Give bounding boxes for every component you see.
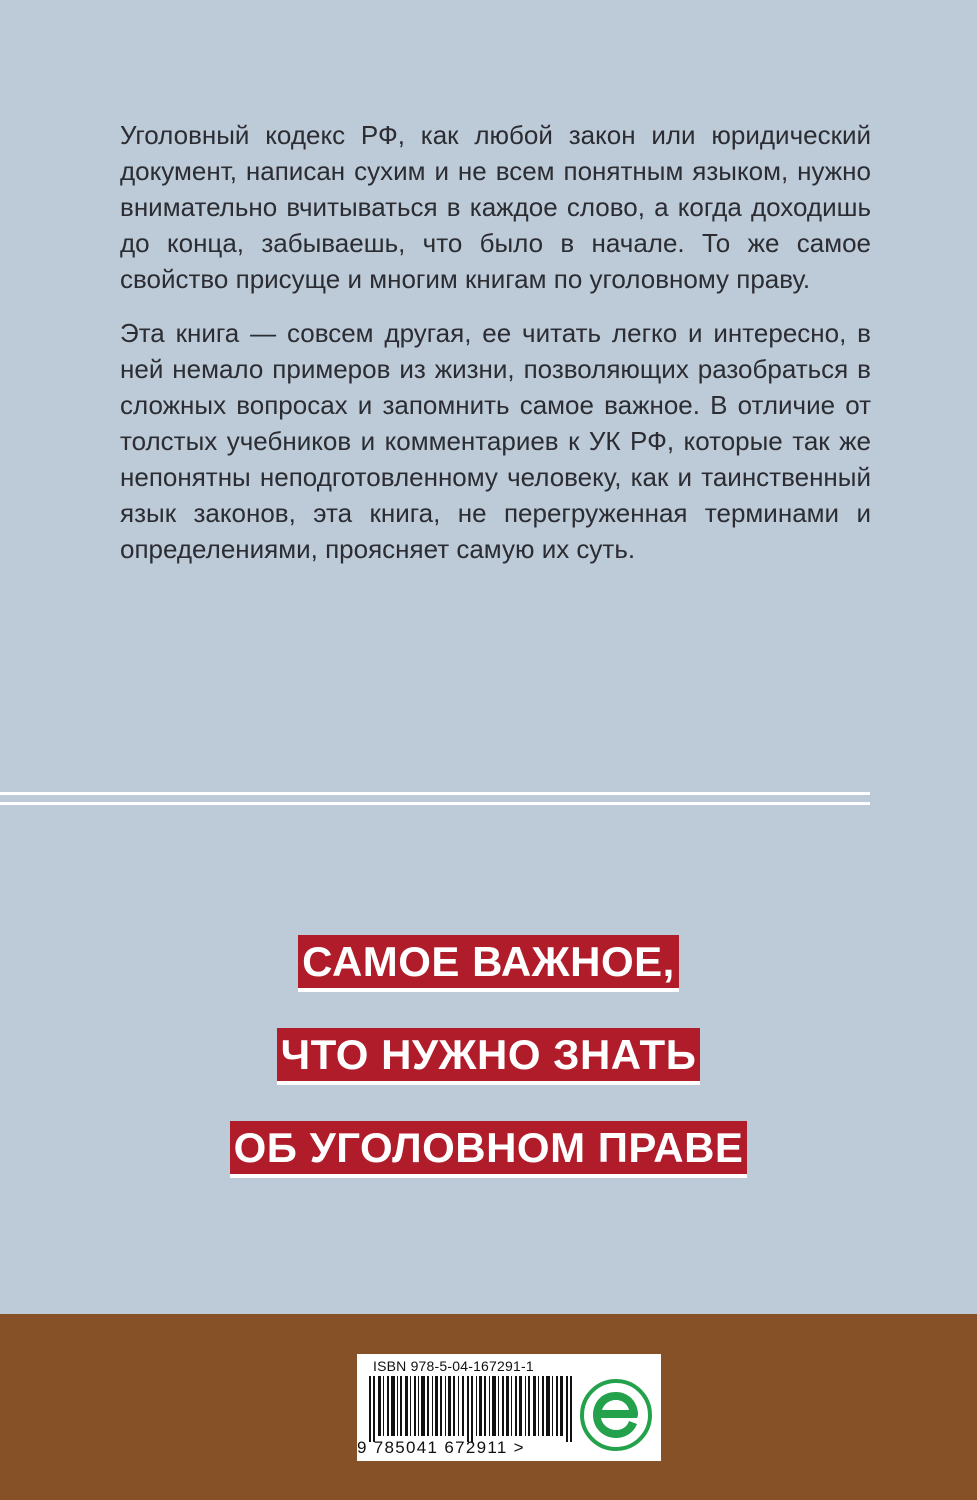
headline-line-2: ЧТО НУЖНО ЗНАТЬ [277,1028,701,1085]
barcode-panel [357,1354,661,1461]
divider-line-top [0,792,870,795]
blurb-paragraph-1: Уголовный кодекс РФ, как любой закон или юридический документ, написан сухим и не всем понятным языком, нужно внимательно вчитываться в каждое слово, а когда доходишь до конца, забываешь, что было в начале. То же самое свойство присуще и многим книгам по уголовному праву. [120,120,871,294]
barcode-digits: 9 785041 672911 > [357,1438,525,1457]
eksmo-logo-icon [579,1378,653,1452]
divider-line-bottom [0,802,870,805]
headline [0,935,977,1214]
back-cover-blurb [120,117,871,585]
barcode-icon [369,1376,579,1442]
headline-line-1: САМОЕ ВАЖНОЕ, [298,935,679,992]
blurb-paragraph-2: Эта книга — совсем другая, ее читать легко и интересно, в ней немало примеров из жизни, позволяющих разобраться в сложных вопросах и запомнить самое важное. В отличие от толстых учебников и комментариев к УК РФ, которые так же непонятны неподготовленному человеку, как и таинственный язык законов, эта книга, не перегруженная терминами и определениями, проясняет самую их суть. [120,318,871,564]
isbn-label: ISBN 978-5-04-167291-1 [373,1358,534,1374]
headline-line-3: ОБ УГОЛОВНОМ ПРАВЕ [230,1121,748,1178]
